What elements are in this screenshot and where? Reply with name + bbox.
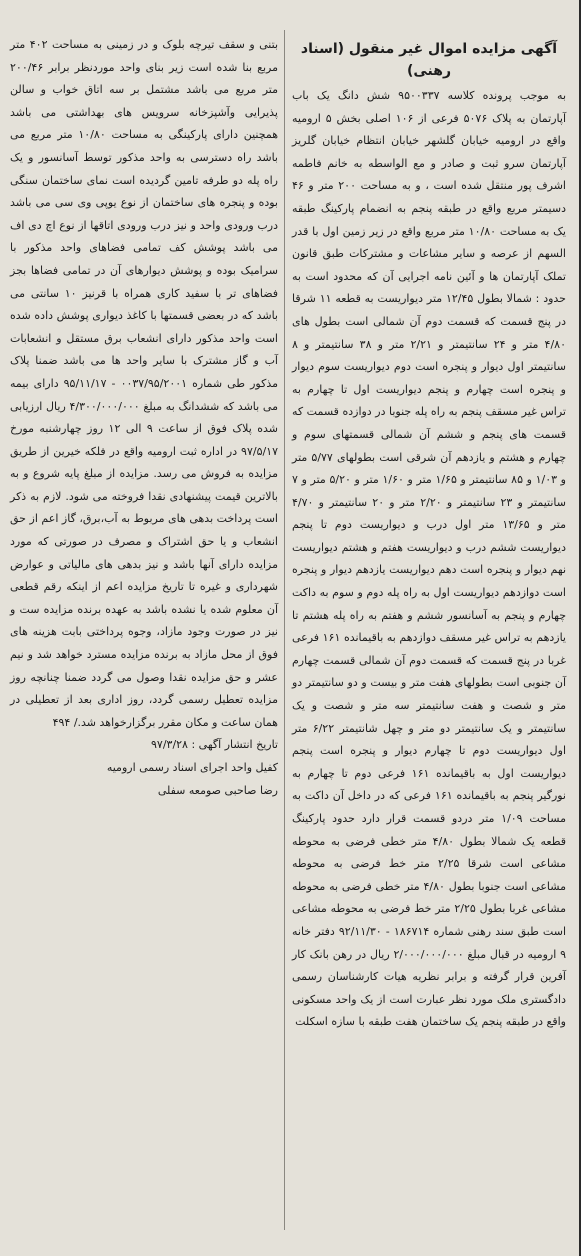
column-divider xyxy=(284,30,285,1230)
left-column xyxy=(6,0,282,1256)
signature-block xyxy=(10,734,278,802)
right-column xyxy=(288,0,570,1256)
notice-title: آگهی مزایده اموال غیر منقول (اسناد رهنی) xyxy=(300,41,558,79)
notice-body-part-2: بتنی و سقف تیرچه بلوک و در زمینی به مساحت ۴۰۲ متر مربع بنا شده است زیر بنای واحد موردنظر برابر ۲۰۰/۴۶ متر مربع می باشد مشتمل بر سه اتاق خواب و سالن پذیرایی وآشپزخانه سرویس های بهداشتی می باشد همچنین دارای پارکینگی به مساحت ۱۰/۸۰ متر مربع می باشد راه دسترسی به واحد مذکور توسط آسانسور و یک راه پله دو طرفه تامین گردیده است نمای ساختمان سنگی بوده و پنجره های ساختمان از نوع یوپی وی سی می باشد درب ورودی واحد و نیز درب ورودی اتاقها از نوع اچ دی اف می باشد پوشش کف تمامی فضاهای واحد مذکور با سرامیک بوده و پوشش دیوارهای آن در تمامی فضاها بجز فضاهای تر با سفید کاری همراه با قرنیز ۱۰ سانتی می باشد که در بعضی قسمتها با کاغذ دیواری پوشش داده شده است واحد مذکور دارای انشعاب برق مستقل و انشعابات آب و گاز مشترک با سایر واحد ها می باشد ضمنا پلاک مذکور طی شماره ۰۰۳۷/۹۵/۲۰۰۱ - ۹۵/۱۱/۱۷ دارای بیمه می باشد که ششدانگ به مبلغ ۴/۳۰۰/۰۰۰/۰۰۰ ریال ارزیابی شده پلاک فوق از ساعت ۹ الی ۱۲ روز چهارشنبه مورخ ۹۷/۵/۱۷ در اداره ثبت ارومیه واقع در فلکه خیرین از طریق مزایده به فروش می رسد. مزایده از مبلغ پایه شروع و به بالاترین قیمت پیشنهادی نقدا فروخته می شود. لازم به ذکر است پرداخت بدهی های مربوط به آب،برق، گاز اعم از حق انشعاب و یا حق اشتراک و مصرف در صورتی که مورد مزایده دارای آنها باشد و نیز بدهی های مالیاتی و عوارض شهرداری و غیره تا تاریخ مزایده اعم از اینکه رقم قطعی آن معلوم شده یا نشده باشد به عهده برنده مزایده ست و نیز در صورت وجود مازاد، وجوه پرداختی بابت هزینه های فوق از محل مازاد به برنده مزایده مسترد خواهد شد و نیم عشر و حق مزایده نقدا وصول می گردد ضمنا چنانچه روز مزایده تعطیل رسمی گردد، روز اداری بعد از تعطیلی در همان ساعت و مکان مقرر برگزارخواهد شد./ ۴۹۴ xyxy=(10,38,279,729)
issuer: کفیل واحد اجرای اسناد رسمی ارومیه xyxy=(106,761,278,774)
notice-body-part-1: به موجب پرونده کلاسه ۹۵۰۰۳۳۷ شش دانگ یک باب آپارتمان به پلاک ۵۰۷۶ فرعی از ۱۰۶ اصلی بخش ۵ ارومیه واقع در ارومیه خیابان گلشهر خیابان انتظام خیابان گلریز آپارتمان سرو ثبت و صادر و مع الواسطه به خانم فاطمه اشرف پور منتقل شده است ، و به مساحت ۲۰۰ متر و ۴۶ دسیمتر مربع واقع در طبقه پنجم به انضمام پارکینگ طبقه یک به مساحت ۱۰/۸۰ متر مربع واقع در زیر زمین اول با قدر السهم از عرصه و سایر مشاعات و مشترکات طبق قانون تملک آپارتمان ها و آئین نامه اجرایی آن که محدود است به حدود : شمالا بطول ۱۲/۴۵ متر دیواریست به قطعه ۱۱ شرقا در پنج قسمت که قسمت دوم آن شمالی است بطول های ۴/۸۰ متر و ۲۴ سانتیمتر و ۲/۲۱ متر و ۳۸ سانتیمتر و ۸ سانتیمتر اول دیوار و پنجره است دوم دیواریست سوم دیوار و پنجره است چهارم و پنجم دیواریست اول تا چهارم به تراس غیر مسقف پنجم به راه پله جنوبا در دوازده قسمت که قسمت های پنجم و ششم آن شمالی قسمتهای سوم و چهارم و هشتم و یازدهم آن شرقی است بطولهای ۵/۷۷ متر و ۱/۰۳ و ۸۵ سانتیمتر و ۱/۶۵ متر و ۱/۶۰ متر و ۵/۲۰ متر و ۷ سانتیمتر و ۲۳ سانتیمتر و ۲/۲۰ متر و ۲۰ سانتیمتر و ۴/۷۰ متر و ۱۳/۶۵ متر اول درب و دیواریست دوم تا پنجم دیواریست ششم درب و دیواریست هفتم و هشتم دیواریست نهم دیوار و پنجره است دهم دیواریست یازدهم دیوار و پنجره است دوازدهم دیواریست اول به راه پله دوم و سوم به داکت چهارم و پنجم به آسانسور ششم و هفتم به راه پله هشتم تا یازدهم به تراس غیر مسقف دوازدهم به باقیمانده ۱۶۱ فرعی غربا در پنج قسمت که قسمت دوم آن شمالی قسمت چهارم آن جنوبی است بطولهای هفت متر و بیست و دو سانتیمتر دو متر و شصت و هفت سانتیمتر سه متر و شصت و یک سانتیمتر و یک سانتیمتر دو متر و چهل شانتیمتر ۶/۲۲ متر اول دیواریست دوم تا چهارم دیوار و پنجره است پنجم دیواریست اول به باقیمانده ۱۶۱ فرعی دوم تا چهارم به نورگیر پنجم به باقیمانده ۱۶۱ فرعی که در داخل آن داکت به مساحت ۱/۰۹ متر دردو قسمت قرار دارد حدود پارکینگ قطعه یک شمالا بطول ۴/۸۰ متر خطی فرضی به محوطه مشاعی است شرقا ۲/۲۵ متر خط فرضی به محوطه مشاعی است جنوبا بطول ۴/۸۰ متر خطی فرضی به محوطه مشاعی غربا بطول ۲/۲۵ متر خط فرضی به محوطه مشاعی است طبق سند رهنی شماره ۱۸۶۷۱۴ - ۹۲/۱۱/۳۰ دفتر خانه ۹ ارومیه در قبال مبلغ ۲/۰۰۰/۰۰۰/۰۰۰ ریال در رهن بانک کار آفرین قرار گرفته و برابر نظریه هیات کارشناسان رسمی دادگستری ملک مورد نظر عبارت است از یک واحد مسکونی واقع در طبقه پنجم یک ساختمان هفت طبقه با سازه اسکلت xyxy=(292,89,567,1029)
publish-date: تاریخ انتشار آگهی : ۹۷/۳/۲۸ xyxy=(151,738,278,752)
signatory: رضا صاحبی صومعه سفلی xyxy=(157,783,278,797)
